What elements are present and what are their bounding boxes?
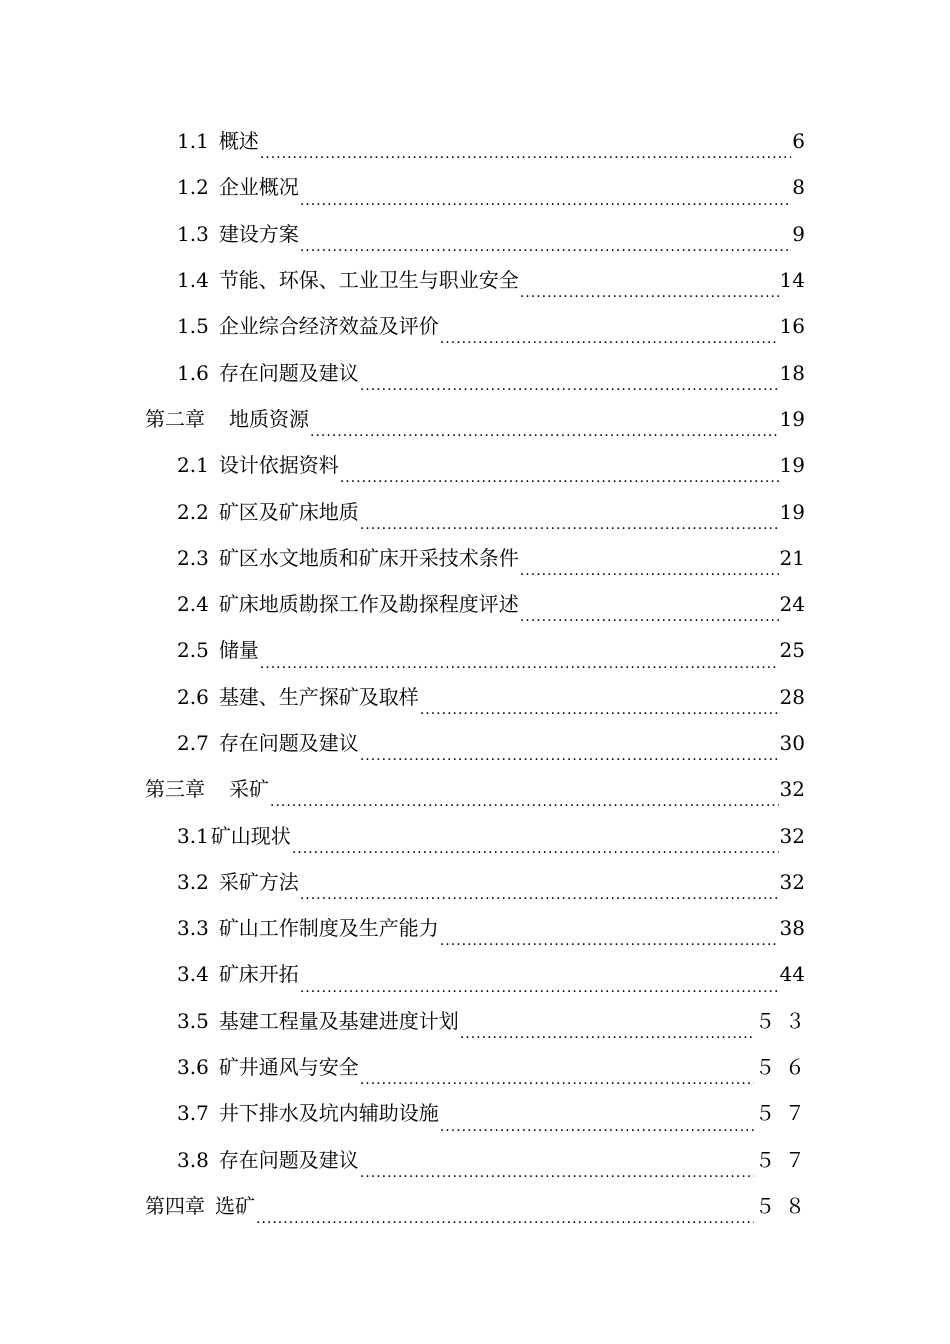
page-number: 19 [779, 453, 805, 478]
entry-number: 3.7 [177, 1101, 209, 1126]
dot-leader [360, 515, 779, 535]
toc-entry[interactable] [0, 812, 950, 858]
dot-leader [256, 1209, 754, 1229]
chapter-title: 选矿 [215, 1193, 255, 1218]
toc-entry[interactable] [0, 211, 950, 257]
page-number: 14 [779, 268, 805, 293]
entry-title: 节能、环保、工业卫生与职业安全 [218, 268, 519, 293]
entry-title: 矿床开拓 [218, 962, 299, 987]
page-number: 8 [792, 175, 805, 200]
dot-leader [300, 237, 791, 257]
entry-title: 概述 [218, 129, 259, 154]
entry-number: 1.6 [177, 360, 209, 385]
dot-leader [520, 561, 779, 581]
dot-leader [300, 978, 779, 998]
page-number: 38 [779, 916, 805, 941]
entry-number: 1.2 [177, 175, 209, 200]
toc-entry[interactable] [0, 581, 950, 627]
chapter-number: 第四章 [145, 1193, 205, 1218]
entry-number: 3.6 [177, 1055, 209, 1080]
dot-leader [292, 839, 779, 859]
toc-entry[interactable] [0, 535, 950, 581]
page-number: 25 [779, 638, 805, 663]
chapter-number: 第三章 [145, 777, 205, 802]
toc-entry[interactable] [0, 674, 950, 720]
dot-leader [360, 746, 779, 766]
entry-title: 基建工程量及基建进度计划 [218, 1008, 459, 1033]
dot-leader [440, 931, 779, 951]
toc-entry[interactable] [0, 118, 950, 164]
entry-number: 2.2 [177, 499, 209, 524]
entry-title: 企业概况 [218, 175, 299, 200]
toc-entry[interactable] [0, 1044, 950, 1090]
page-number: 19 [779, 406, 805, 431]
dot-leader [440, 1117, 754, 1137]
entry-title: 矿山工作制度及生产能力 [218, 916, 439, 941]
table-of-contents [0, 118, 950, 1229]
entry-title: 基建、生产探矿及取样 [218, 684, 419, 709]
dot-leader [360, 1070, 754, 1090]
entry-number: 3.3 [177, 916, 209, 941]
entry-number: 3.5 [177, 1008, 209, 1033]
chapter-title: 采矿 [229, 777, 269, 802]
entry-number: 3.2 [177, 869, 209, 894]
dot-leader [420, 700, 779, 720]
entry-title: 存在问题及建议 [218, 1147, 359, 1172]
entry-number: 1.1 [177, 129, 209, 154]
toc-entry[interactable] [0, 257, 950, 303]
page-number: 19 [779, 499, 805, 524]
entry-number: 1.5 [177, 314, 209, 339]
entry-title: 采矿方法 [218, 869, 299, 894]
page-number: 6 [792, 129, 805, 154]
toc-entry[interactable] [0, 442, 950, 488]
page-number: ５７ [755, 1147, 815, 1172]
dot-leader [310, 422, 779, 442]
toc-entry[interactable] [0, 627, 950, 673]
entry-title: 设计依据资料 [218, 453, 339, 478]
toc-entry[interactable] [0, 1137, 950, 1183]
entry-number: 3.4 [177, 962, 209, 987]
toc-chapter-entry[interactable] [0, 766, 950, 812]
toc-chapter-entry[interactable] [0, 396, 950, 442]
entry-title: 企业综合经济效益及评价 [218, 314, 439, 339]
page-number: 44 [779, 962, 805, 987]
page-number: 18 [779, 360, 805, 385]
toc-entry[interactable] [0, 951, 950, 997]
chapter-number: 第二章 [145, 406, 205, 431]
toc-chapter-entry[interactable] [0, 1183, 950, 1229]
toc-entry[interactable] [0, 720, 950, 766]
entry-title: 矿山现状 [210, 823, 291, 848]
page-number: 24 [779, 592, 805, 617]
toc-entry[interactable] [0, 1090, 950, 1136]
dot-leader [520, 607, 779, 627]
page-number: 9 [792, 221, 805, 246]
entry-title: 建设方案 [218, 221, 299, 246]
toc-entry[interactable] [0, 164, 950, 210]
page-number: ５６ [755, 1055, 815, 1080]
dot-leader [520, 283, 779, 303]
entry-title: 矿床地质勘探工作及勘探程度评述 [218, 592, 519, 617]
entry-number: 2.6 [177, 684, 209, 709]
entry-number: 2.5 [177, 638, 209, 663]
toc-entry[interactable] [0, 998, 950, 1044]
entry-number: 2.1 [177, 453, 209, 478]
page-number: ５８ [755, 1193, 815, 1218]
entry-number: 2.3 [177, 545, 209, 570]
chapter-title: 地质资源 [229, 406, 309, 431]
entry-title: 矿区水文地质和矿床开采技术条件 [218, 545, 519, 570]
page-number: 32 [779, 869, 805, 894]
dot-leader [460, 1024, 754, 1044]
entry-number: 1.3 [177, 221, 209, 246]
entry-title: 井下排水及坑内辅助设施 [218, 1101, 439, 1126]
page-number: 32 [779, 823, 805, 848]
toc-entry[interactable] [0, 488, 950, 534]
entry-title: 储量 [218, 638, 259, 663]
entry-number: 1.4 [177, 268, 209, 293]
entry-title: 矿井通风与安全 [218, 1055, 359, 1080]
dot-leader [300, 885, 779, 905]
entry-title: 矿区及矿床地质 [218, 499, 359, 524]
entry-number: 2.4 [177, 592, 209, 617]
entry-number: 3.8 [177, 1147, 209, 1172]
dot-leader [340, 468, 779, 488]
toc-entry[interactable] [0, 303, 950, 349]
entry-number: 2.7 [177, 731, 209, 755]
page-number: ５３ [755, 1008, 815, 1033]
dot-leader [260, 654, 779, 674]
dot-leader [440, 329, 779, 349]
dot-leader [260, 144, 791, 164]
entry-title: 存在问题及建议 [218, 360, 359, 385]
toc-entry[interactable] [0, 349, 950, 395]
page-number: 32 [779, 777, 805, 802]
page-number: 28 [779, 684, 805, 709]
page-number: 16 [779, 314, 805, 339]
entry-number: 3.1 [177, 823, 209, 848]
dot-leader [360, 376, 779, 396]
page-number: 21 [779, 545, 805, 570]
page-number: ５７ [755, 1101, 815, 1126]
dot-leader [360, 1163, 754, 1183]
toc-entry[interactable] [0, 859, 950, 905]
page-number: 30 [779, 731, 805, 755]
dot-leader [300, 191, 791, 211]
dot-leader [270, 792, 779, 812]
toc-entry[interactable] [0, 905, 950, 951]
entry-title: 存在问题及建议 [218, 731, 359, 755]
